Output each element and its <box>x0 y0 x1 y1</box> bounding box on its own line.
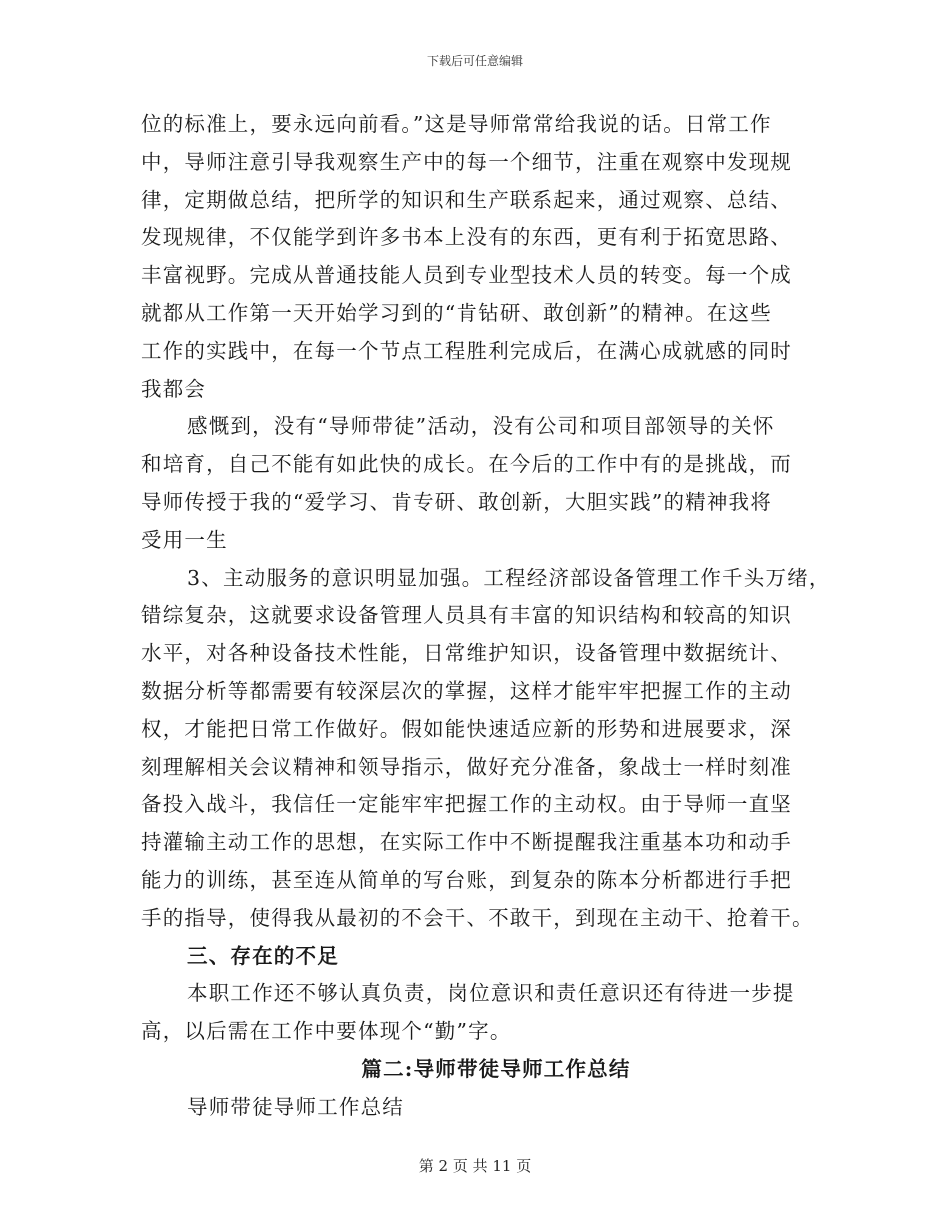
paragraph-start: 3、主动服务的意识明显加强。工程经济部设备管理工作千头万绪， <box>187 565 831 590</box>
text-line: 我都会 <box>141 376 207 401</box>
text-line: 错综复杂，这就要求设备管理人员具有丰富的知识结构和较高的知识 <box>141 603 792 628</box>
text-line: 能力的训练，甚至连从简单的写台账，到复杂的陈本分析都进行手把 <box>141 867 792 892</box>
text-line: 数据分析等都需要有较深层次的掌握，这样才能牢牢把握工作的主动 <box>141 678 792 703</box>
text-line: 水平，对各种设备技术性能，日常维护知识，设备管理中数据统计、 <box>141 641 792 666</box>
text-line: 就都从工作第一天开始学习到的“肯钻研、敢创新”的精神。在这些 <box>141 300 772 325</box>
page-header: 下载后可任意编辑 <box>426 54 523 68</box>
text-line: 中，导师注意引导我观察生产中的每一个细节，注重在观察中发现规 <box>141 149 792 174</box>
section-heading: 三、存在的不足 <box>187 943 339 968</box>
text-line: 刻理解相关会议精神和领导指示，做好充分准备，象战士一样时刻准 <box>141 754 792 779</box>
text-line: 手的指导，使得我从最初的不会干、不敢干，到现在主动干、抢着干。 <box>141 905 814 930</box>
text-line: 高，以后需在工作中要体现个“勤”字。 <box>141 1019 512 1044</box>
text-line: 律，定期做总结，把所学的知识和生产联系起来，通过观察、总结、 <box>141 187 792 212</box>
document-body <box>141 106 831 1127</box>
paragraph-start: 感慨到，没有“导师带徒”活动，没有公司和项目部领导的关怀 <box>187 414 775 439</box>
paragraph-start: 本职工作还不够认真负责，岗位意识和责任意识还有待进一步提 <box>187 981 795 1006</box>
text-line: 工作的实践中，在每一个节点工程胜利完成后，在满心成就感的同时 <box>141 338 792 363</box>
text-line: 丰富视野。完成从普通技能人员到专业型技术人员的转变。每一个成 <box>141 263 792 288</box>
paragraph-start: 导师带徒导师工作总结 <box>187 1094 404 1119</box>
text-line: 位的标准上，要永远向前看。”这是导师常常给我说的话。日常工作 <box>141 112 772 136</box>
text-line: 和培育，自己不能有如此快的成长。在今后的工作中有的是挑战，而 <box>141 452 792 477</box>
text-line: 导师传授于我的“爱学习、肯专研、敢创新，大胆实践”的精神我将 <box>141 489 772 514</box>
text-line: 权，才能把日常工作做好。假如能快速适应新的形势和进展要求，深 <box>141 716 792 741</box>
chapter-title: 篇二:导师带徒导师工作总结 <box>361 1056 631 1081</box>
text-line: 持灌输主动工作的思想，在实际工作中不断提醒我注重基本功和动手 <box>141 830 792 855</box>
page-footer: 第 2 页 共 11 页 <box>418 1157 532 1175</box>
text-line: 备投入战斗，我信任一定能牢牢把握工作的主动权。由于导师一直坚 <box>141 792 792 817</box>
text-line: 发现规律，不仅能学到许多书本上没有的东西，更有利于拓宽思路、 <box>141 225 792 250</box>
text-line: 受用一生 <box>141 527 228 552</box>
